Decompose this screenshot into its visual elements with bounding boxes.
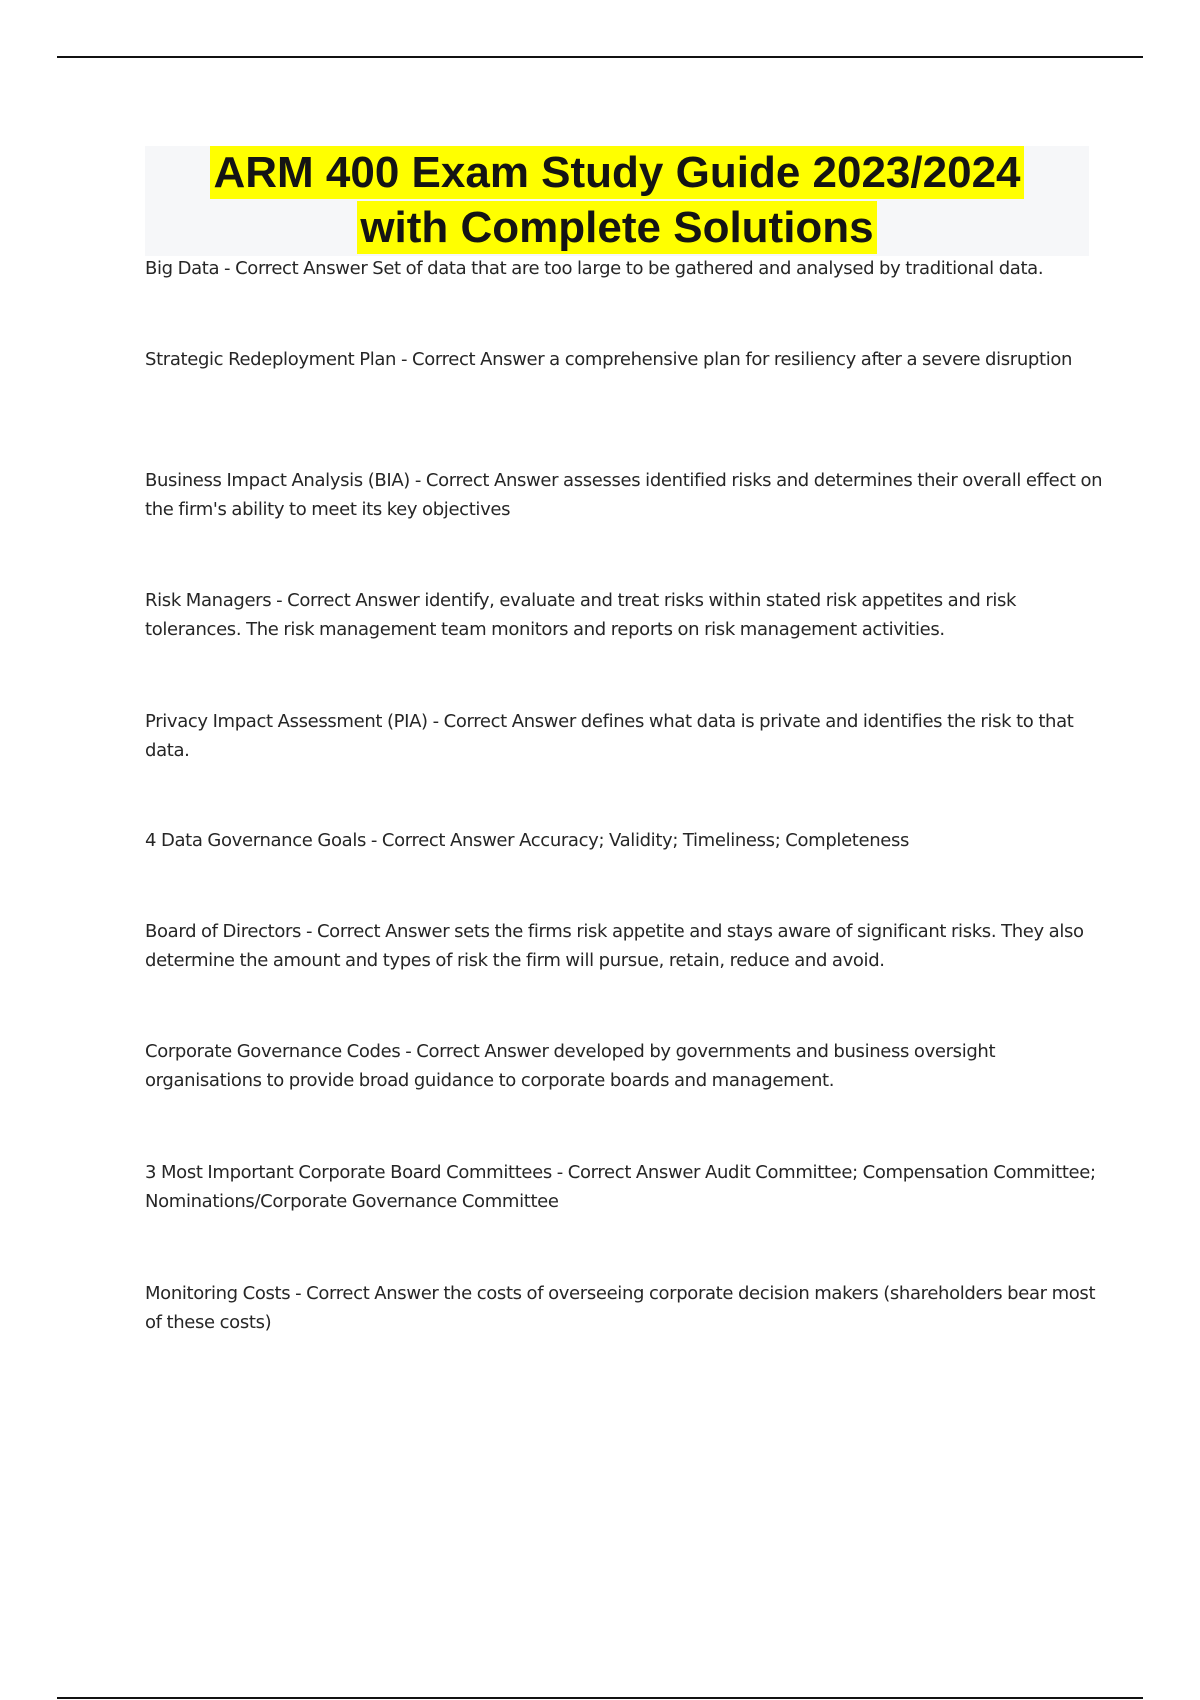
- entry-board-committees: 3 Most Important Corporate Board Committees - Correct Answer Audit Committee; Compensation Committee; Nominations/Corporate Governance Committee: [145, 1162, 1096, 1212]
- entry-board-of-directors: Board of Directors - Correct Answer sets the firms risk appetite and stays aware of significant risks. They also determine the amount and types of risk the firm will pursue, retain, reduce and avoid.: [145, 921, 1084, 971]
- title-line-1: ARM 400 Exam Study Guide 2023/2024: [210, 146, 1023, 199]
- title-line-2: with Complete Solutions: [357, 201, 876, 254]
- entry-strategic-redeployment-plan: Strategic Redeployment Plan - Correct Answer a comprehensive plan for resiliency after a severe disruption: [145, 349, 1073, 370]
- entry-business-impact-analysis: Business Impact Analysis (BIA) - Correct Answer assesses identified risks and determines their overall effect on the firm's ability to meet its key objectives: [145, 470, 1103, 520]
- entry-risk-managers: Risk Managers - Correct Answer identify, evaluate and treat risks within stated risk appetites and risk tolerances. The risk management team monitors and reports on risk management activities.: [145, 590, 1017, 640]
- entry-big-data: Big Data - Correct Answer Set of data that are too large to be gathered and analysed by traditional data.: [145, 258, 1044, 279]
- entry-data-governance-goals: 4 Data Governance Goals - Correct Answer Accuracy; Validity; Timeliness; Completeness: [145, 830, 910, 851]
- document-title: [145, 146, 1089, 256]
- entry-corporate-governance-codes: Corporate Governance Codes - Correct Answer developed by governments and business oversight organisations to provide broad guidance to corporate boards and management.: [145, 1041, 996, 1091]
- entry-monitoring-costs: Monitoring Costs - Correct Answer the costs of overseeing corporate decision makers (shareholders bear most of these costs): [145, 1283, 1096, 1333]
- bottom-rule: [57, 1697, 1143, 1699]
- top-rule: [57, 56, 1143, 58]
- entry-privacy-impact-assessment: Privacy Impact Assessment (PIA) - Correct Answer defines what data is private and identifies the risk to that data.: [145, 711, 1074, 761]
